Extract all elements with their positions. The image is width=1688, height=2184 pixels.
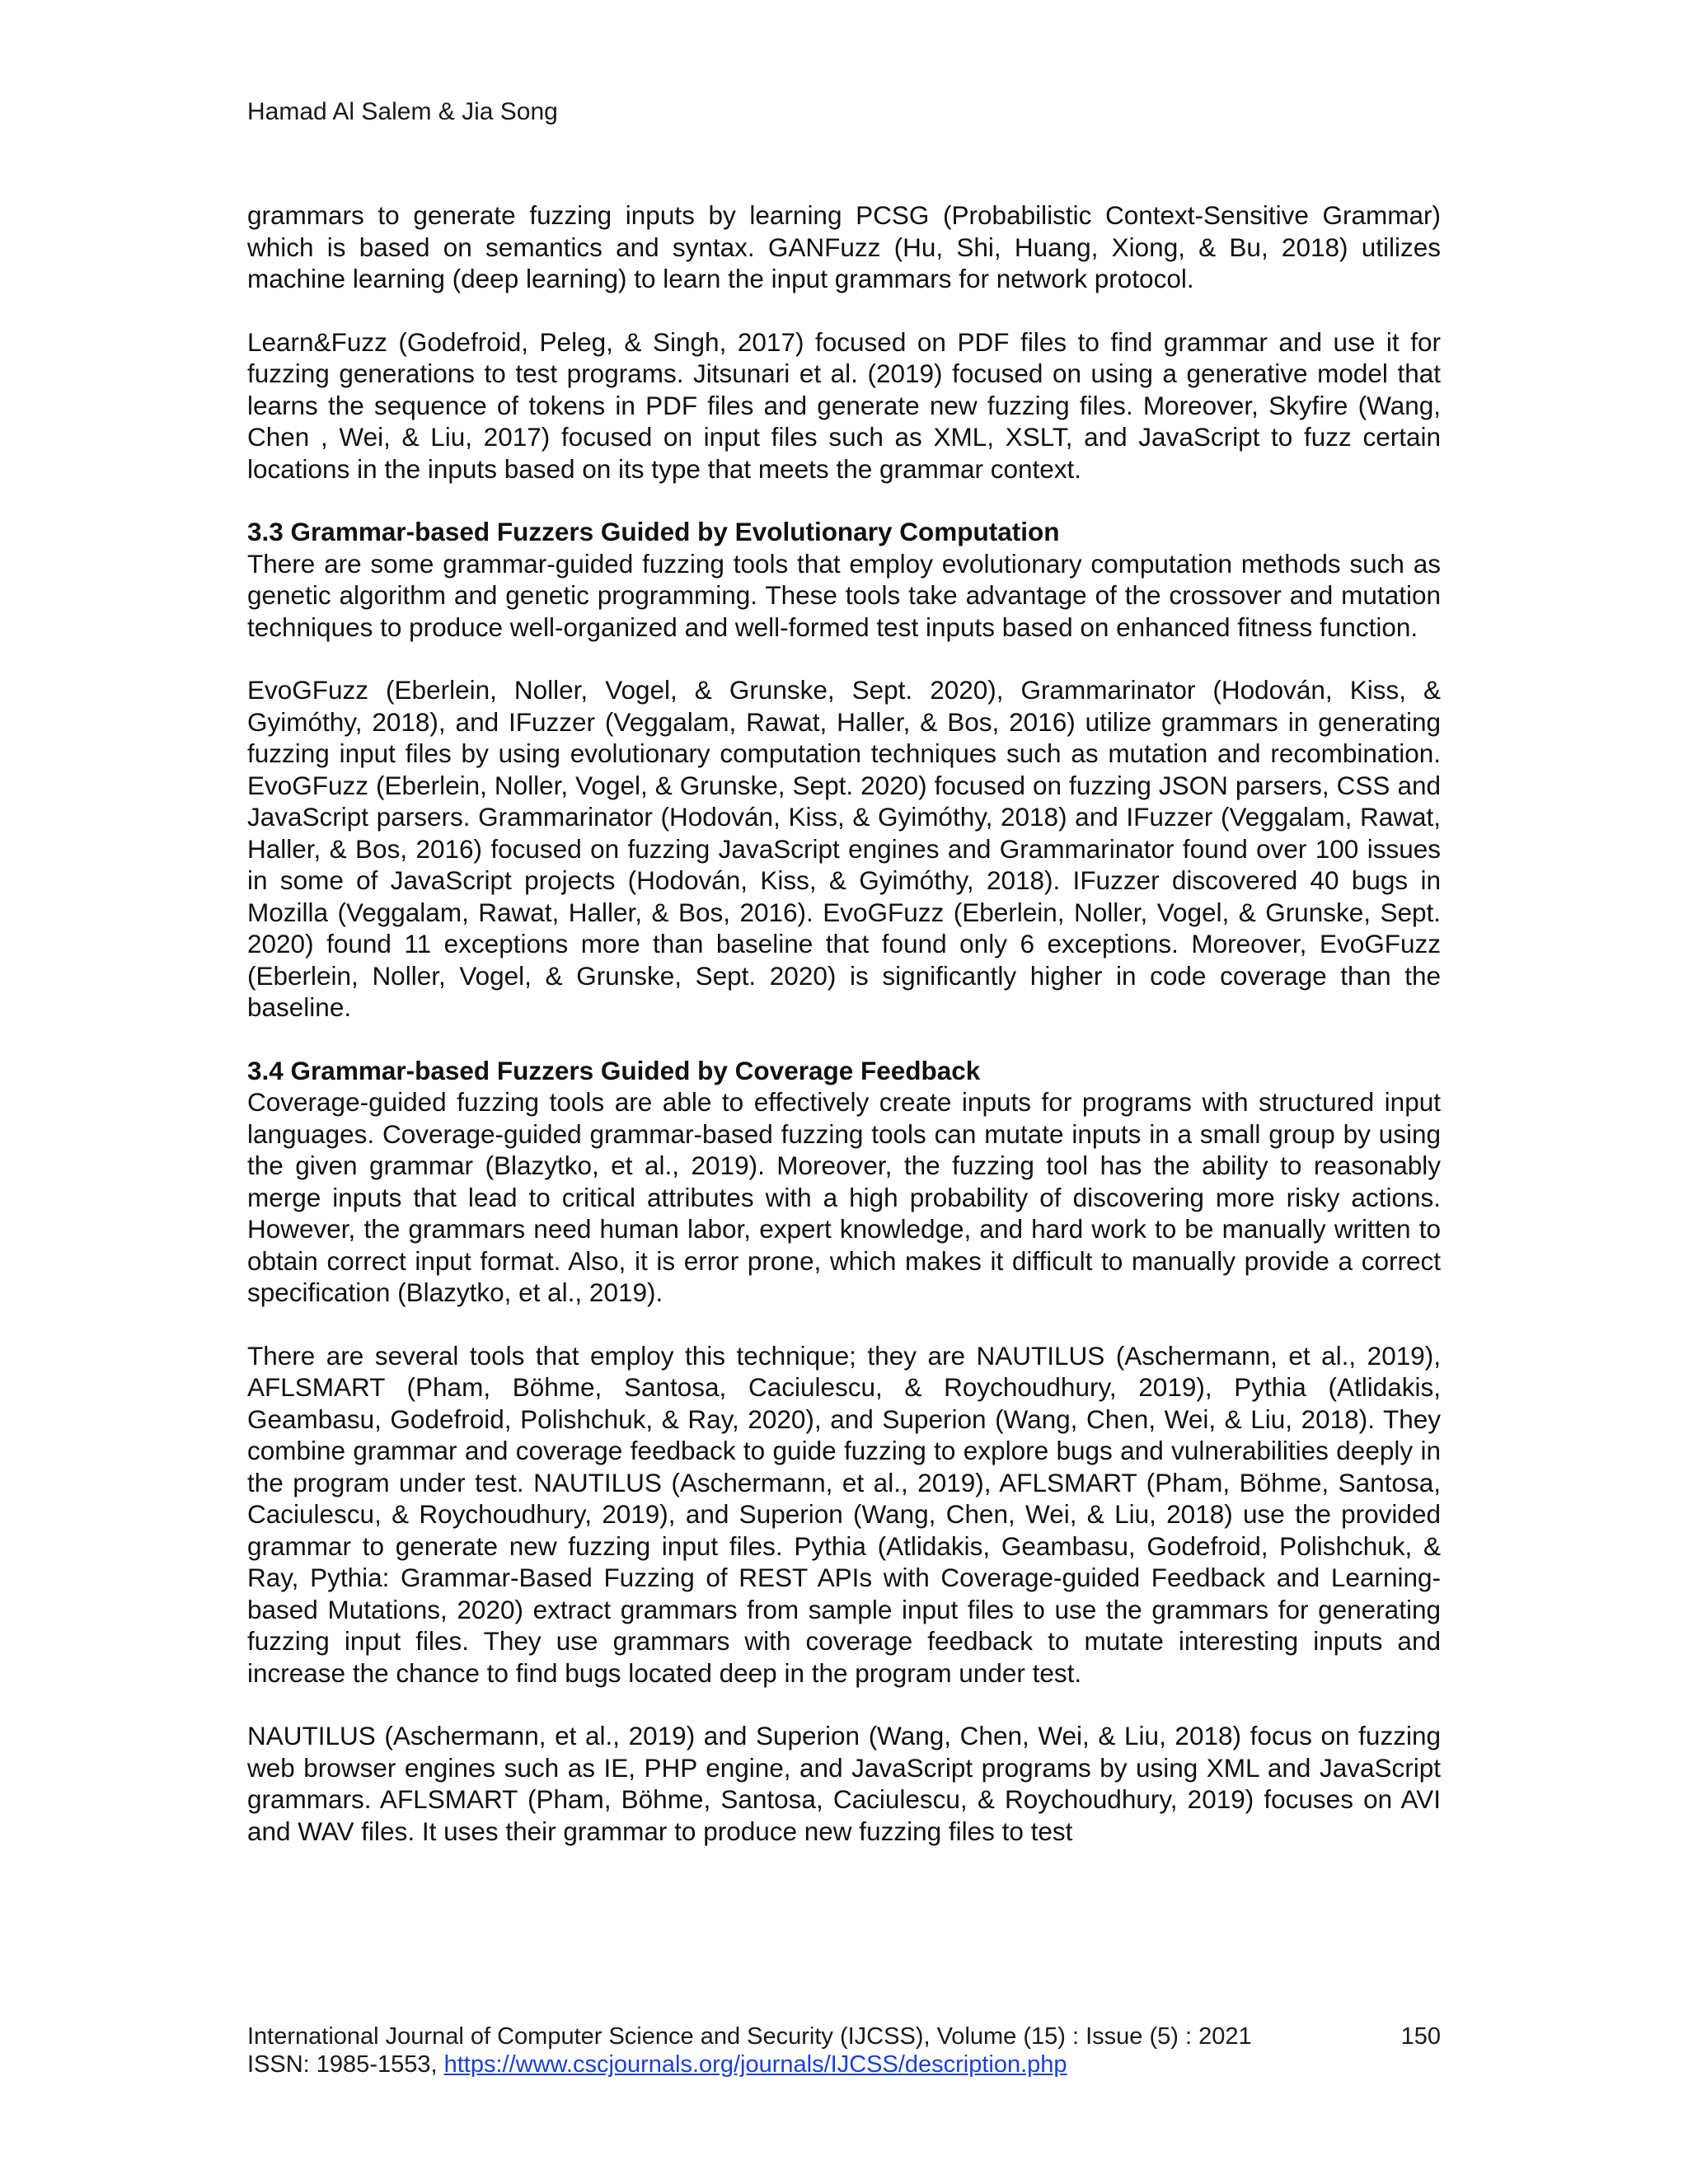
section-3-4 — [247, 1055, 1441, 1309]
paragraph-intro-1: grammars to generate fuzzing inputs by learning PCSG (Probabilistic Context-Sensitive Grammar) which is based on semantics and syntax. GANFuzz (Hu, Shi, Huang, Xiong, & Bu, 2018) utilizes machine learning (deep learning) to learn the input grammars for network protocol. — [247, 200, 1441, 293]
body-text — [247, 199, 1441, 1878]
footer-issn: ISSN: 1985-1553, — [247, 2051, 444, 2078]
page-number: 150 — [1400, 2023, 1441, 2050]
footer-journal-line — [247, 2022, 1441, 2050]
running-head-authors: Hamad Al Salem & Jia Song — [247, 98, 558, 125]
paragraph-intro-2: Learn&Fuzz (Godefroid, Peleg, & Singh, 2017) focused on PDF files to find grammar and use it for fuzzing generations to test programs. Jitsunari et al. (2019) focused on using a generative model that learns the sequence of tokens in PDF files and generate new fuzzing files. Moreover, Skyfire (Wang, Chen , Wei, & Liu, 2017) focused on input files such as XML, XSLT, and JavaScript to fuzz certain locations in the inputs based on its type that meets the grammar context. — [247, 326, 1441, 484]
section-3-3-paragraph-2: EvoGFuzz (Eberlein, Noller, Vogel, & Grunske, Sept. 2020), Grammarinator (Hodován, Kiss, & Gyimóthy, 2018), and IFuzzer (Veggalam, Rawat, Haller, & Bos, 2016) utilize grammars in generating fuzzing input files by using evolutionary computation techniques such as mutation and recombination. EvoGFuzz (Eberlein, Noller, Vogel, & Grunske, Sept. 2020) focused on fuzzing JSON parsers, CSS and JavaScript parsers. Grammarinator (Hodován, Kiss, & Gyimóthy, 2018) and IFuzzer (Veggalam, Rawat, Haller, & Bos, 2016) focused on fuzzing JavaScript engines and Grammarinator found over 100 issues in some of JavaScript projects (Hodován, Kiss, & Gyimóthy, 2018). IFuzzer discovered 40 bugs in Mozilla (Veggalam, Rawat, Haller, & Bos, 2016). EvoGFuzz (Eberlein, Noller, Vogel, & Grunske, Sept. 2020) found 11 exceptions more than baseline that found only 6 exceptions. Moreover, EvoGFuzz (Eberlein, Noller, Vogel, & Grunske, Sept. 2020) is significantly higher in code coverage than the baseline. — [247, 675, 1441, 1022]
page-footer — [247, 2022, 1441, 2079]
section-3-3 — [247, 516, 1441, 643]
section-3-4-heading: 3.4 Grammar-based Fuzzers Guided by Coverage Feedback — [247, 1055, 981, 1085]
section-3-3-heading: 3.3 Grammar-based Fuzzers Guided by Evolutionary Computation — [247, 517, 1060, 546]
footer-journal-info: International Journal of Computer Science and Security (IJCSS), Volume (15) : Issue (5) : 2021 — [247, 2023, 1252, 2050]
journal-url-link[interactable]: https://www.cscjournals.org/journals/IJCSS/description.php — [443, 2051, 1067, 2078]
footer-issn-line — [247, 2050, 1441, 2079]
section-3-4-paragraph-1: Coverage-guided fuzzing tools are able to effectively create inputs for programs with structured input languages. Coverage-guided grammar-based fuzzing tools can mutate inputs in a small group by using the given grammar (Blazytko, et al., 2019). Moreover, the fuzzing tool has the ability to reasonably merge inputs that lead to critical attributes with a high probability of discovering more risky actions. However, the grammars need human labor, expert knowledge, and hard work to be manually written to obtain correct input format. Also, it is error prone, which makes it difficult to manually provide a correct specification (Blazytko, et al., 2019). — [247, 1087, 1441, 1307]
section-3-3-paragraph-1: There are some grammar-guided fuzzing tools that employ evolutionary computation methods such as genetic algorithm and genetic programming. These tools take advantage of the crossover and mutation techniques to produce well-organized and well-formed test inputs based on enhanced fitness function. — [247, 548, 1441, 642]
section-3-4-paragraph-2: There are several tools that employ this technique; they are NAUTILUS (Aschermann, et al., 2019), AFLSMART (Pham, Böhme, Santosa, Caciulescu, & Roychoudhury, 2019), Pythia (Atlidakis, Geambasu, Godefroid, Polishchuk, & Ray, 2020), and Superion (Wang, Chen, Wei, & Liu, 2018). They combine grammar and coverage feedback to guide fuzzing to explore bugs and vulnerabilities deeply in the program under test. NAUTILUS (Aschermann, et al., 2019), AFLSMART (Pham, Böhme, Santosa, Caciulescu, & Roychoudhury, 2019), and Superion (Wang, Chen, Wei, & Liu, 2018) use the provided grammar to generate new fuzzing input files. Pythia (Atlidakis, Geambasu, Godefroid, Polishchuk, & Ray, Pythia: Grammar-Based Fuzzing of REST APIs with Coverage-guided Feedback and Learning-based Mutations, 2020) extract grammars from sample input files to use the grammars for generating fuzzing input files. They use grammars with coverage feedback to mutate interesting inputs and increase the chance to find bugs located deep in the program under test. — [247, 1340, 1441, 1688]
section-3-4-paragraph-3: NAUTILUS (Aschermann, et al., 2019) and Superion (Wang, Chen, Wei, & Liu, 2018) focus on fuzzing web browser engines such as IE, PHP engine, and JavaScript programs by using XML and JavaScript grammars. AFLSMART (Pham, Böhme, Santosa, Caciulescu, & Roychoudhury, 2019) focuses on AVI and WAV files. It uses their grammar to produce new fuzzing files to test — [247, 1721, 1441, 1846]
